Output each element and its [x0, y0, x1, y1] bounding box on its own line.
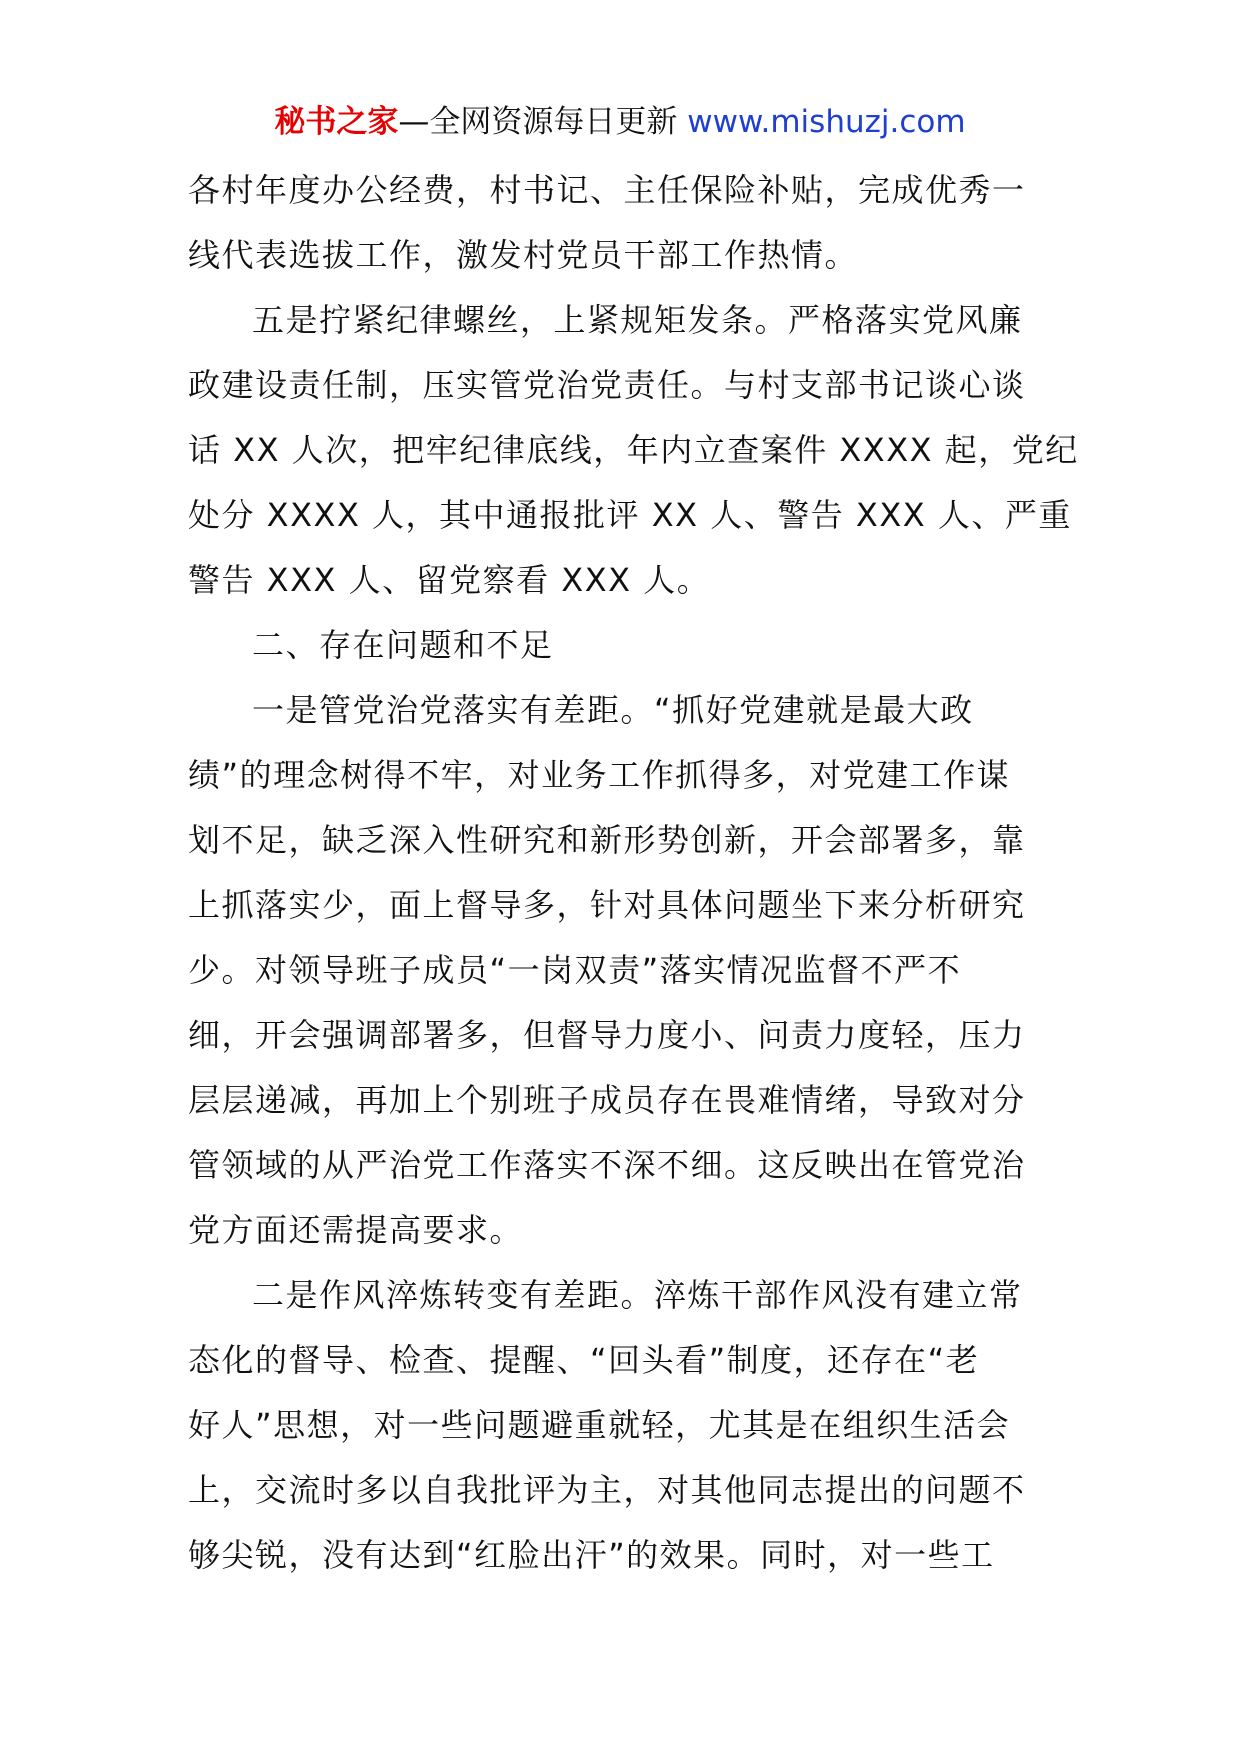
text-line: 警告 XXX 人、留党察看 XXX 人。	[188, 561, 711, 599]
text-line: 上，交流时多以自我批评为主，对其他同志提出的问题不	[188, 1471, 1026, 1509]
paragraph-start-line: 一是管党治党落实有差距。“抓好党建就是最大政	[252, 691, 974, 729]
text-line: 话 XX 人次，把牢纪律底线，年内立查案件 XXXX 起，党纪	[188, 431, 1079, 469]
document-body	[188, 158, 1079, 1588]
text-line: 层层递减，再加上个别班子成员存在畏难情绪，导致对分	[188, 1081, 1026, 1119]
header-tagline: —全网资源每日更新	[398, 104, 688, 140]
text-line: 管领域的从严治党工作落实不深不细。这反映出在管党治	[188, 1146, 1026, 1184]
text-line: 上抓落实少，面上督导多，针对具体问题坐下来分析研究	[188, 886, 1026, 924]
text-line: 细，开会强调部署多，但督导力度小、问责力度轻，压力	[188, 1016, 1026, 1054]
text-line: 划不足，缺乏深入性研究和新形势创新，开会部署多，靠	[188, 821, 1026, 859]
text-line: 态化的督导、检查、提醒、“回头看”制度，还存在“老	[188, 1341, 980, 1379]
text-line: 各村年度办公经费，村书记、主任保险补贴，完成优秀一	[188, 171, 1026, 209]
text-line: 处分 XXXX 人，其中通报批评 XX 人、警告 XXX 人、严重	[188, 496, 1072, 534]
text-line: 好人”思想，对一些问题避重就轻，尤其是在组织生活会	[188, 1406, 1011, 1444]
text-line: 线代表选拔工作，激发村党员干部工作热情。	[188, 236, 859, 274]
text-line: 政建设责任制，压实管党治党责任。与村支部书记谈心谈	[188, 366, 1026, 404]
text-line: 党方面还需提高要求。	[188, 1211, 524, 1249]
text-line: 绩”的理念树得不牢，对业务工作抓得多，对党建工作谋	[188, 756, 1011, 794]
paragraph-start-line: 五是拧紧纪律螺丝，上紧规矩发条。严格落实党风廉	[252, 301, 1023, 339]
section-heading: 二、存在问题和不足	[252, 626, 554, 664]
text-line: 少。对领导班子成员“一岗双责”落实情况监督不严不	[188, 951, 962, 989]
watermark-header	[0, 102, 1240, 142]
paragraph-start-line: 二是作风淬炼转变有差距。淬炼干部作风没有建立常	[252, 1276, 1023, 1314]
text-line: 够尖锐，没有达到“红脸出汗”的效果。同时，对一些工	[188, 1536, 995, 1574]
brand-name: 秘书之家	[274, 104, 399, 140]
site-url: www.mishuzj.com	[687, 104, 966, 140]
